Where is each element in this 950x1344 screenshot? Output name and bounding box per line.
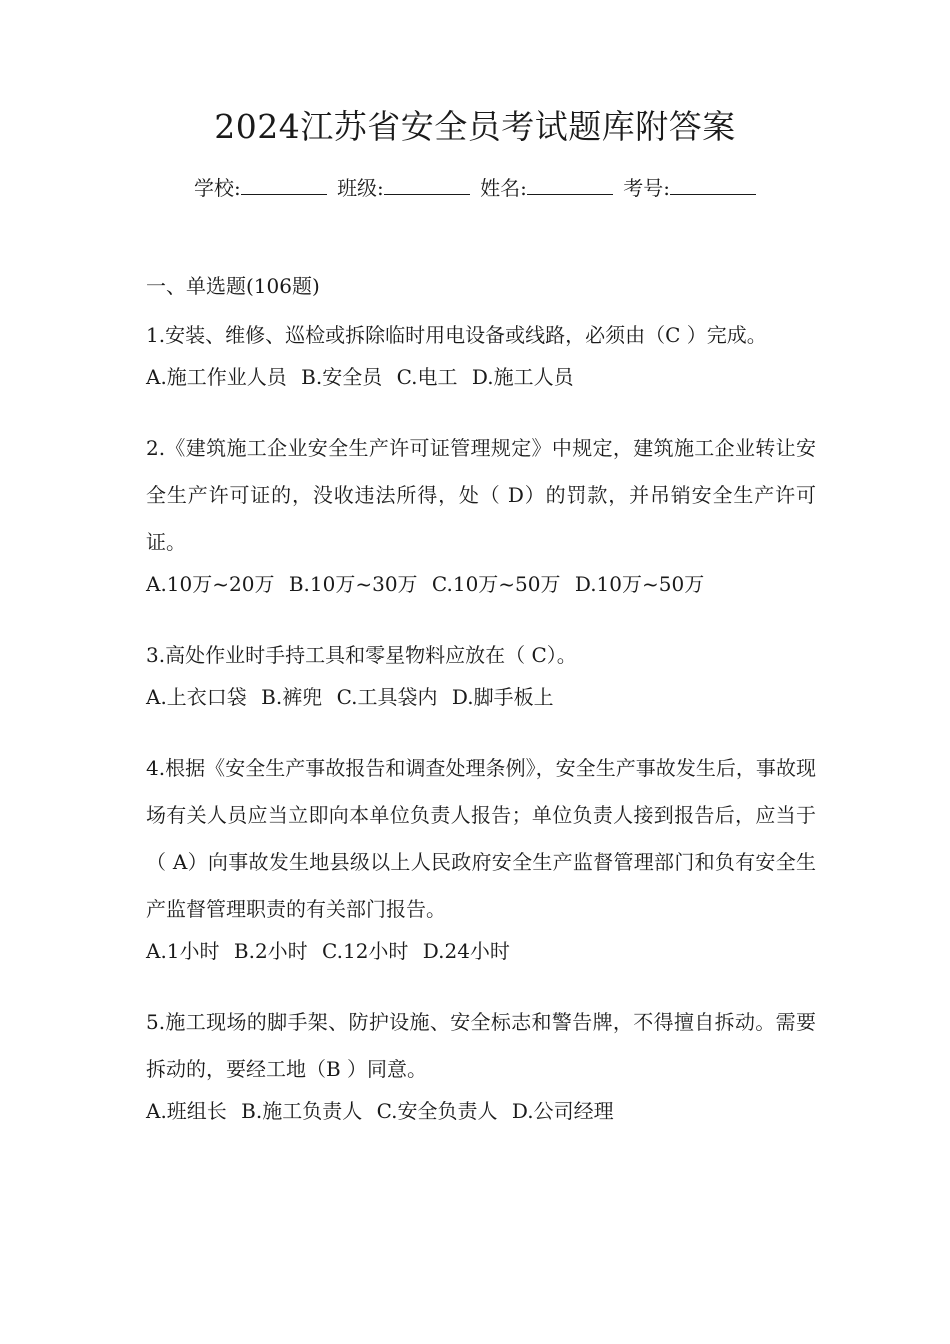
class-field xyxy=(337,172,470,203)
name-blank xyxy=(527,172,613,195)
question-5 xyxy=(146,999,816,1129)
option-d: D.24小时 xyxy=(422,939,510,963)
class-label: 班级: xyxy=(337,176,384,200)
question-content xyxy=(146,270,816,1159)
school-blank xyxy=(241,172,327,195)
question-3 xyxy=(146,632,816,715)
school-label: 学校: xyxy=(193,176,241,200)
section-heading: 一、单选题(106题) xyxy=(146,274,320,298)
student-info-row xyxy=(0,172,950,203)
document-title: 2024江苏省安全员考试题库附答案 xyxy=(214,107,736,146)
option-d: D.脚手板上 xyxy=(451,685,554,709)
option-b: B.安全员 xyxy=(301,365,383,389)
question-stem: 2.《建筑施工企业安全生产许可证管理规定》中规定，建筑施工企业转让安全生产许可证的，没收违法所得，处（ D）的罚款，并吊销安全生产许可证。 xyxy=(146,436,816,554)
option-b: B.施工负责人 xyxy=(241,1099,363,1123)
option-b: B.10万~30万 xyxy=(288,572,418,596)
question-options xyxy=(146,359,816,395)
question-options xyxy=(146,566,816,602)
name-field xyxy=(480,172,613,203)
option-a: A.班组长 xyxy=(146,1099,227,1123)
option-d: D.10万~50万 xyxy=(574,572,705,596)
question-4 xyxy=(146,745,816,969)
question-1 xyxy=(146,312,816,395)
option-a: A.10万~20万 xyxy=(146,572,275,596)
question-options xyxy=(146,679,816,715)
question-options xyxy=(146,933,816,969)
option-d: D.施工人员 xyxy=(471,365,574,389)
school-field xyxy=(194,172,327,203)
option-c: C.工具袋内 xyxy=(336,685,438,709)
option-a: A.1小时 xyxy=(146,939,220,963)
question-stem: 3.高处作业时手持工具和零星物料应放在（ C）。 xyxy=(146,643,577,667)
option-c: C.安全负责人 xyxy=(376,1099,498,1123)
option-a: A.施工作业人员 xyxy=(146,365,287,389)
exam-number-field xyxy=(623,172,756,203)
option-d: D.公司经理 xyxy=(511,1099,614,1123)
exam-number-blank xyxy=(670,172,756,195)
name-label: 姓名: xyxy=(480,176,527,200)
option-b: B.裤兜 xyxy=(261,685,323,709)
option-a: A.上衣口袋 xyxy=(146,685,247,709)
exam-number-label: 考号: xyxy=(623,176,671,200)
question-stem: 5.施工现场的脚手架、防护设施、安全标志和警告牌，不得擅自拆动。需要拆动的，要经工地（B ）同意。 xyxy=(146,1010,816,1081)
question-options xyxy=(146,1093,816,1129)
question-stem: 1.安装、维修、巡检或拆除临时用电设备或线路，必须由（C ）完成。 xyxy=(146,323,767,347)
option-c: C.10万~50万 xyxy=(431,572,561,596)
option-b: B.2小时 xyxy=(233,939,308,963)
option-c: C.12小时 xyxy=(322,939,409,963)
option-c: C.电工 xyxy=(396,365,458,389)
question-2 xyxy=(146,425,816,602)
class-blank xyxy=(384,172,470,195)
question-stem: 4.根据《安全生产事故报告和调查处理条例》，安全生产事故发生后，事故现场有关人员应当立即向本单位负责人报告；单位负责人接到报告后，应当于（ A）向事故发生地县级以上人民政府安全生产监督管理部门和负有安全生产监督管理职责的有关部门报告。 xyxy=(146,756,816,921)
